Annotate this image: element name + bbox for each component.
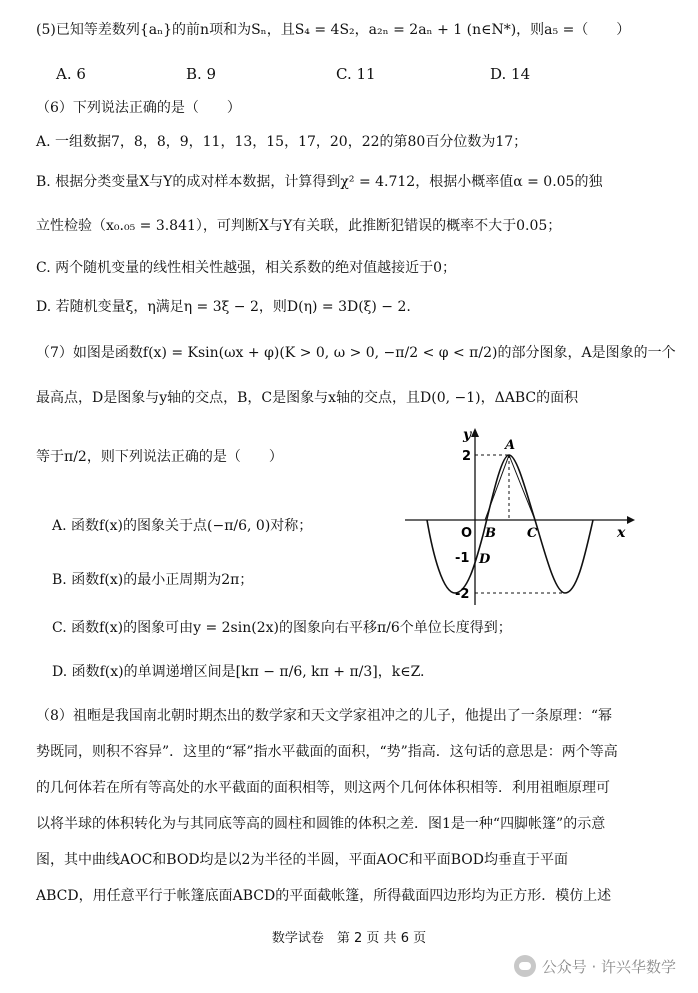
q5-option-c: C. 11 [336, 65, 376, 83]
q8-line2: 势既同，则积不容异”．这里的“幂”指水平截面的面积，“势”指高．这句话的意思是：两个等高 [36, 744, 618, 760]
q8-line1: （8）祖暅是我国南北朝时期杰出的数学家和天文学家祖冲之的儿子，他提出了一条原理：“幂 [36, 708, 613, 724]
segment-ba [485, 455, 509, 520]
sine-graph [405, 425, 635, 605]
q6-option-a: A. 一组数据7，8，8，9，11，13，15，17，20，22的第80百分位数为17； [36, 134, 528, 150]
q5-option-b: B. 9 [186, 65, 217, 83]
y-axis-arrow [471, 428, 479, 437]
q6-stem: （6）下列说法正确的是（ ） [36, 100, 241, 116]
q6-option-b-line1: B. 根据分类变量X与Y的成对样本数据，计算得到χ² = 4.712，根据小概率值α = 0.05的独 [36, 174, 603, 190]
sine-curve [427, 455, 593, 593]
q6-option-c: C. 两个随机变量的线性相关性越强，相关系数的绝对值越接近于0； [36, 260, 457, 276]
q5-stem: (5)已知等差数列{aₙ}的前n项和为Sₙ，且S₄ = 4S₂，a₂ₙ = 2aₙ + 1 (n∈N*)，则a₅ =（ ） [36, 22, 631, 38]
point-a-label: A [505, 438, 516, 453]
watermark-text: 公众号 · 许兴华数学 [541, 957, 676, 976]
q6-option-b-line2: 立性检验（x₀.₀₅ = 3.841），可判断X与Y有关联，此推断犯错误的概率不大于0.05； [36, 218, 562, 234]
tick-minus1-label: -1 [455, 551, 470, 566]
q8-line6: ABCD，用任意平行于帐篷底面ABCD的平面截帐篷，所得截面四边形均为正方形．模仿上述 [36, 888, 612, 904]
q7-stem-line2: 最高点，D是图象与y轴的交点，B，C是图象与x轴的交点，且D(0, −1)，ΔABC的面积 [36, 390, 579, 406]
y-axis-label: y [463, 427, 472, 443]
q7-option-d: D. 函数f(x)的单调递增区间是[kπ − π/6, kπ + π/3]，k∈Z. [52, 664, 425, 680]
origin-label: O [461, 526, 473, 541]
tick-minus2-label: -2 [455, 587, 470, 602]
q7-option-a: A. 函数f(x)的图象关于点(−π/6, 0)对称； [52, 518, 313, 534]
page-footer: 数学试卷 第 2 页 共 6 页 [271, 931, 427, 946]
point-d-label: D [479, 552, 491, 567]
q6-option-d: D. 若随机变量ξ，η满足η = 3ξ − 2，则D(η) = 3D(ξ) − 2. [36, 299, 411, 315]
q7-option-b: B. 函数f(x)的最小正周期为2π； [52, 572, 254, 588]
x-axis-arrow [627, 516, 635, 524]
q5-option-d: D. 14 [490, 65, 531, 83]
q7-option-c: C. 函数f(x)的图象可由y = 2sin(2x)的图象向右平移π/6个单位长度得到； [52, 620, 512, 636]
watermark [514, 955, 676, 977]
q7-stem-line3: 等于π/2，则下列说法正确的是（ ） [36, 449, 283, 465]
point-b-label: B [485, 526, 496, 541]
q8-line5: 图，其中曲线AOC和BOD均是以2为半径的半圆，平面AOC和平面BOD均垂直于平面 [36, 852, 569, 868]
q8-line4: 以将半球的体积转化为与其同底等高的圆柱和圆锥的体积之差．图1是一种“四脚帐篷”的示意 [36, 816, 606, 832]
wechat-icon [514, 955, 536, 977]
point-c-label: C [527, 526, 538, 541]
tick-2-label: 2 [462, 449, 472, 464]
q5-option-a: A. 6 [56, 65, 86, 83]
x-axis-label: x [617, 525, 626, 541]
segment-ac [509, 455, 535, 520]
q8-line3: 的几何体若在所有等高处的水平截面的面积相等，则这两个几何体体积相等．利用祖暅原理可 [36, 780, 610, 796]
q7-stem-line1: （7）如图是函数f(x) = Ksin(ωx + φ)(K > 0, ω > 0, −π/2 < φ < π/2)的部分图象，A是图象的一个 [36, 345, 676, 361]
